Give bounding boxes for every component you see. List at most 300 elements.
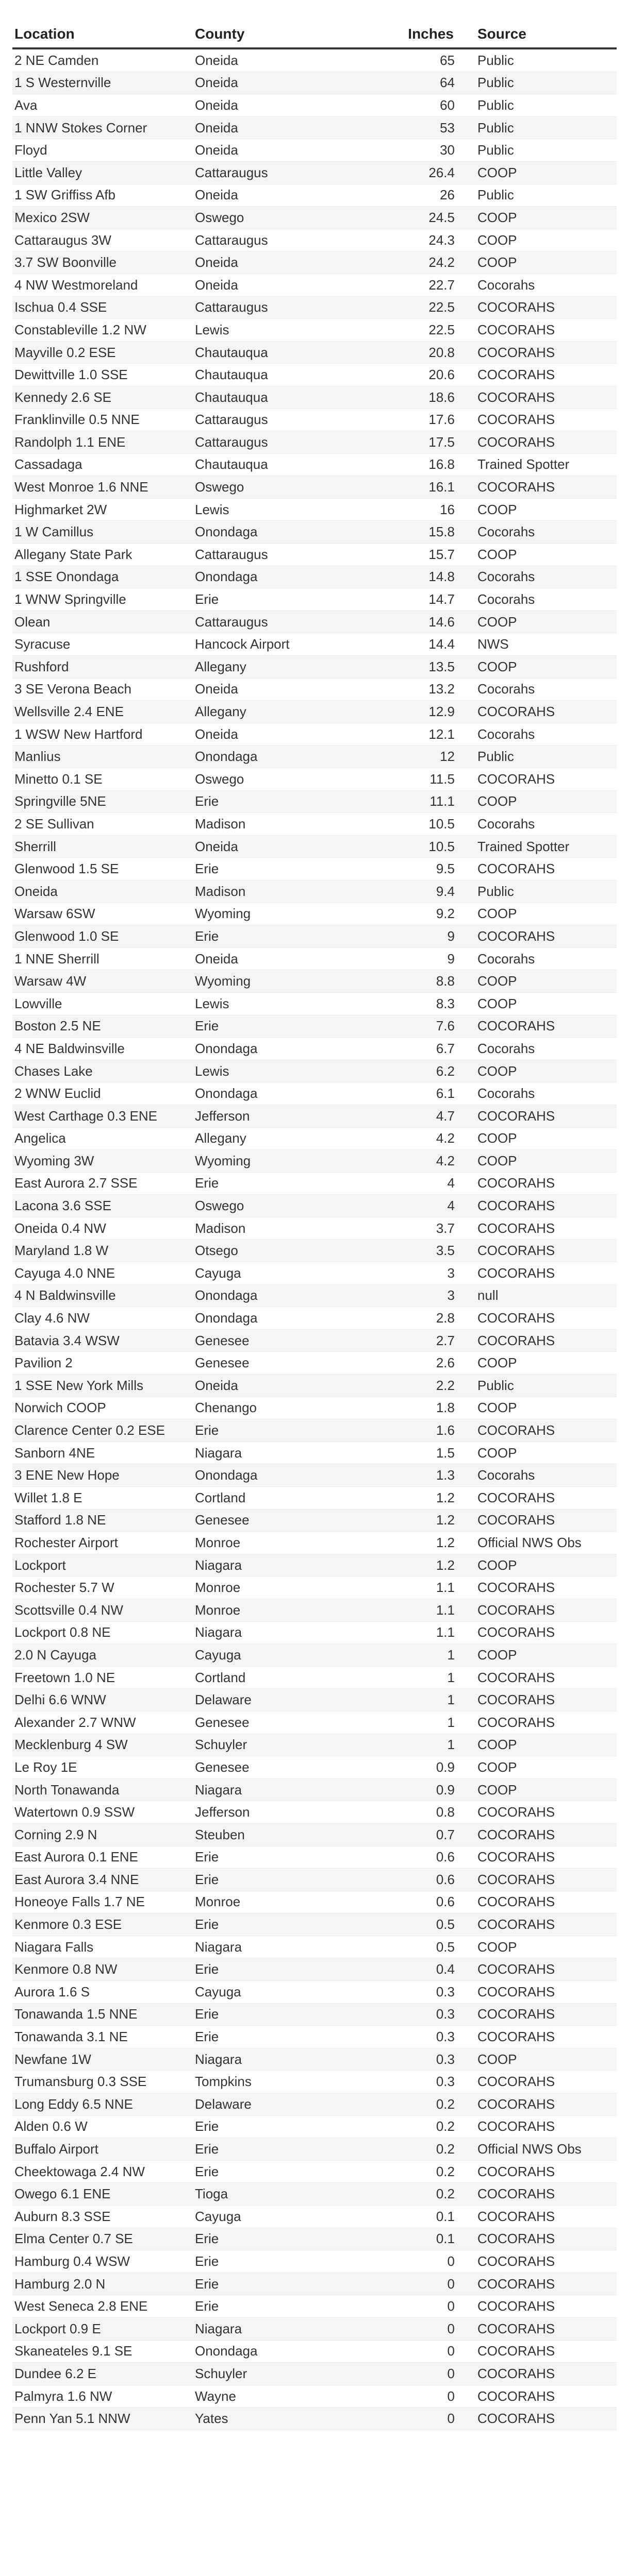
cell-location: Delhi 6.6 WNW — [14, 1692, 106, 1708]
cell-county: Oneida — [195, 120, 238, 135]
table-row — [12, 1532, 617, 1554]
cell-location: West Monroe 1.6 NNE — [14, 479, 148, 495]
cell-inches: 2.2 — [436, 1377, 455, 1393]
table-row — [12, 925, 617, 948]
cell-location: Auburn 8.3 SSE — [14, 2208, 111, 2224]
table-row — [12, 1375, 617, 1397]
cell-inches: 14.8 — [428, 569, 455, 585]
cell-location: Dewittville 1.0 SSE — [14, 367, 128, 383]
cell-source: Cocorahs — [477, 1040, 535, 1056]
cell-inches: 0.1 — [436, 2231, 455, 2247]
cell-inches: 0 — [447, 2388, 455, 2404]
cell-source: COOP — [477, 1355, 517, 1371]
header-county[interactable]: County — [195, 26, 245, 42]
cell-location: Sanborn 4NE — [14, 1445, 95, 1461]
cell-county: Madison — [195, 1220, 246, 1236]
cell-county: Erie — [195, 928, 219, 944]
cell-source: COCORAHS — [477, 1332, 555, 1348]
cell-source: COOP — [477, 973, 517, 989]
cell-inches: 65 — [440, 52, 455, 68]
cell-inches: 0.3 — [436, 1984, 455, 1999]
cell-location: Corning 2.9 N — [14, 1826, 97, 1842]
table-row — [12, 2026, 617, 2048]
cell-county: Onondaga — [195, 524, 258, 540]
cell-source: COOP — [477, 614, 517, 630]
cell-location: Ava — [14, 97, 38, 113]
cell-source: COOP — [477, 1153, 517, 1168]
cell-inches: 9 — [447, 951, 455, 967]
cell-inches: 0.3 — [436, 2074, 455, 2090]
table-row — [12, 1173, 617, 1195]
cell-inches: 26 — [440, 187, 455, 203]
cell-inches: 0.9 — [436, 1759, 455, 1775]
table-row — [12, 2206, 617, 2228]
cell-source: COCORAHS — [477, 2343, 555, 2359]
table-row — [12, 993, 617, 1015]
table-row — [12, 1869, 617, 1891]
table-row — [12, 1442, 617, 1465]
cell-county: Cayuga — [195, 1647, 241, 1663]
cell-location: Palmyra 1.6 NW — [14, 2388, 112, 2404]
cell-inches: 1 — [447, 1737, 455, 1753]
table-row — [12, 1644, 617, 1667]
cell-county: Cattaraugus — [195, 434, 268, 450]
cell-location: Springville 5NE — [14, 793, 106, 809]
cell-source: Trained Spotter — [477, 838, 570, 854]
cell-source: COCORAHS — [477, 1961, 555, 1977]
table-body — [12, 49, 617, 2430]
cell-location: 2 NE Camden — [14, 52, 99, 68]
cell-source: COCORAHS — [477, 1984, 555, 1999]
cell-county: Onondaga — [195, 1310, 258, 1326]
cell-source: Official NWS Obs — [477, 1534, 582, 1550]
table-row — [12, 1599, 617, 1622]
cell-location: Penn Yan 5.1 NNW — [14, 2411, 130, 2427]
table-row — [12, 2071, 617, 2093]
cell-county: Yates — [195, 2411, 228, 2427]
cell-source: COOP — [477, 1400, 517, 1416]
cell-source: COCORAHS — [477, 1669, 555, 1685]
cell-source: Public — [477, 749, 514, 765]
cell-county: Monroe — [195, 1534, 241, 1550]
cell-source: COCORAHS — [477, 1849, 555, 1865]
cell-county: Oneida — [195, 97, 238, 113]
cell-inches: 7.6 — [436, 1018, 455, 1034]
cell-location: Angelica — [14, 1130, 66, 1146]
cell-source: COOP — [477, 164, 517, 180]
cell-county: Jefferson — [195, 1804, 250, 1820]
cell-location: Alden 0.6 W — [14, 2119, 88, 2134]
cell-location: Ischua 0.4 SSE — [14, 299, 107, 315]
cell-location: Mexico 2SW — [14, 209, 90, 225]
cell-inches: 3.5 — [436, 1243, 455, 1259]
table-row — [12, 1419, 617, 1442]
cell-location: Clarence Center 0.2 ESE — [14, 1422, 165, 1438]
cell-source: COOP — [477, 1939, 517, 1955]
cell-source: COCORAHS — [477, 2276, 555, 2292]
cell-inches: 0.2 — [436, 2096, 455, 2112]
cell-inches: 1 — [447, 1647, 455, 1663]
table-row — [12, 1554, 617, 1577]
cell-inches: 1.3 — [436, 1467, 455, 1483]
cell-inches: 0.2 — [436, 2119, 455, 2134]
cell-inches: 1 — [447, 1692, 455, 1708]
cell-location: Alexander 2.7 WNW — [14, 1714, 136, 1730]
header-location[interactable]: Location — [14, 26, 75, 42]
table-row — [12, 611, 617, 634]
table-row — [12, 544, 617, 566]
cell-source: COCORAHS — [477, 1624, 555, 1640]
cell-county: Wyoming — [195, 1153, 251, 1168]
cell-inches: 20.8 — [428, 344, 455, 360]
snowfall-table — [12, 14, 617, 2430]
cell-location: East Aurora 2.7 SSE — [14, 1175, 138, 1191]
cell-source: COCORAHS — [477, 2119, 555, 2134]
cell-inches: 0.6 — [436, 1849, 455, 1865]
cell-source: COCORAHS — [477, 2096, 555, 2112]
cell-county: Onondaga — [195, 569, 258, 585]
cell-location: Niagara Falls — [14, 1939, 94, 1955]
cell-inches: 24.5 — [428, 209, 455, 225]
cell-location: Cattaraugus 3W — [14, 232, 111, 248]
cell-county: Niagara — [195, 2051, 242, 2067]
cell-county: Oneida — [195, 52, 238, 68]
cell-source: COCORAHS — [477, 2029, 555, 2045]
cell-source: COCORAHS — [477, 1714, 555, 1730]
table-row — [12, 656, 617, 679]
cell-source: COCORAHS — [477, 2253, 555, 2269]
table-row — [12, 566, 617, 589]
table-row — [12, 94, 617, 117]
cell-source: COCORAHS — [477, 2208, 555, 2224]
cell-county: Cattaraugus — [195, 164, 268, 180]
cell-inches: 11.5 — [429, 771, 455, 787]
table-row — [12, 1577, 617, 1599]
cell-source: COOP — [477, 793, 517, 809]
cell-inches: 53 — [440, 120, 455, 135]
cell-inches: 1.1 — [436, 1624, 455, 1640]
cell-inches: 24.3 — [428, 232, 455, 248]
table-row — [12, 2318, 617, 2341]
cell-county: Cattaraugus — [195, 614, 268, 630]
cell-location: 3 SE Verona Beach — [14, 681, 131, 697]
cell-inches: 4.2 — [436, 1130, 455, 1146]
cell-county: Oneida — [195, 681, 238, 697]
cell-inches: 13.2 — [428, 681, 455, 697]
cell-location: 1 WSW New Hartford — [14, 726, 143, 742]
cell-location: Watertown 0.9 SSW — [14, 1804, 135, 1820]
cell-county: Erie — [195, 793, 219, 809]
cell-county: Onondaga — [195, 1467, 258, 1483]
cell-inches: 3 — [447, 1265, 455, 1281]
cell-inches: 0.3 — [436, 2051, 455, 2067]
cell-location: Long Eddy 6.5 NNE — [14, 2096, 133, 2112]
cell-inches: 2.8 — [436, 1310, 455, 1326]
cell-inches: 24.2 — [428, 255, 455, 270]
table-row — [12, 2161, 617, 2183]
table-row — [12, 409, 617, 432]
cell-location: Cassadaga — [14, 456, 82, 472]
cell-inches: 17.5 — [428, 434, 455, 450]
cell-location: Pavilion 2 — [14, 1355, 73, 1371]
cell-county: Erie — [195, 1849, 219, 1865]
table-row — [12, 1262, 617, 1285]
cell-location: 1 WNW Springville — [14, 591, 126, 607]
cell-location: Tonawanda 3.1 NE — [14, 2029, 128, 2045]
cell-inches: 1.8 — [436, 1400, 455, 1416]
cell-county: Oneida — [195, 187, 238, 203]
table-row — [12, 1734, 617, 1757]
cell-inches: 10.5 — [428, 838, 455, 854]
cell-county: Allegany — [195, 1130, 246, 1146]
table-row — [12, 2341, 617, 2363]
cell-location: Willet 1.8 E — [14, 1489, 82, 1505]
cell-source: COCORAHS — [477, 1602, 555, 1618]
cell-location: Buffalo Airport — [14, 2141, 98, 2157]
cell-source: Cocorahs — [477, 569, 535, 585]
cell-location: Kennedy 2.6 SE — [14, 389, 111, 405]
table-row — [12, 2138, 617, 2161]
cell-county: Chautauqua — [195, 456, 268, 472]
cell-inches: 12.9 — [428, 704, 455, 720]
header-inches[interactable]: Inches — [408, 26, 454, 42]
cell-location: 4 NE Baldwinsville — [14, 1040, 125, 1056]
cell-county: Oswego — [195, 771, 244, 787]
cell-source: COCORAHS — [477, 2186, 555, 2202]
cell-location: 1 SSE New York Mills — [14, 1377, 143, 1393]
cell-county: Erie — [195, 2163, 219, 2179]
cell-county: Cattaraugus — [195, 299, 268, 315]
table-row — [12, 2228, 617, 2251]
table-row — [12, 1397, 617, 1420]
table-row — [12, 49, 617, 72]
cell-county: Erie — [195, 2276, 219, 2292]
cell-source: Public — [477, 1377, 514, 1393]
table-row — [12, 880, 617, 903]
cell-location: Highmarket 2W — [14, 501, 107, 517]
table-row — [12, 1801, 617, 1824]
cell-inches: 15.7 — [428, 546, 455, 562]
table-row — [12, 2250, 617, 2273]
cell-inches: 0 — [447, 2276, 455, 2292]
cell-source: COOP — [477, 2051, 517, 2067]
cell-county: Genesee — [195, 1759, 250, 1775]
cell-inches: 9 — [447, 928, 455, 944]
cell-county: Erie — [195, 2231, 219, 2247]
cell-location: Oneida — [14, 883, 58, 899]
table-row — [12, 2093, 617, 2116]
cell-source: COOP — [477, 1063, 517, 1079]
cell-inches: 8.8 — [436, 973, 455, 989]
cell-location: Kenmore 0.3 ESE — [14, 1917, 122, 1933]
cell-county: Delaware — [195, 2096, 252, 2112]
cell-inches: 4 — [447, 1198, 455, 1214]
cell-source: COCORAHS — [477, 861, 555, 877]
cell-county: Erie — [195, 1871, 219, 1887]
table-row — [12, 1352, 617, 1375]
cell-location: Elma Center 0.7 SE — [14, 2231, 133, 2247]
cell-county: Madison — [195, 816, 246, 832]
table-row — [12, 1285, 617, 1308]
cell-location: Cheektowaga 2.4 NW — [14, 2163, 145, 2179]
table-row — [12, 1913, 617, 1936]
cell-location: 1 NNW Stokes Corner — [14, 120, 147, 135]
table-row — [12, 1307, 617, 1330]
cell-location: 4 NW Westmoreland — [14, 277, 138, 293]
table-row — [12, 207, 617, 229]
table-row — [12, 2273, 617, 2296]
table-row — [12, 588, 617, 611]
cell-location: Mayville 0.2 ESE — [14, 344, 116, 360]
cell-source: COCORAHS — [477, 1198, 555, 1214]
header-source[interactable]: Source — [477, 26, 526, 42]
cell-source: COCORAHS — [477, 344, 555, 360]
cell-source: Cocorahs — [477, 726, 535, 742]
cell-county: Cayuga — [195, 1265, 241, 1281]
cell-source: COCORAHS — [477, 2231, 555, 2247]
cell-location: 3 ENE New Hope — [14, 1467, 120, 1483]
cell-source: Cocorahs — [477, 681, 535, 697]
cell-source: COCORAHS — [477, 1220, 555, 1236]
cell-inches: 0.3 — [436, 2029, 455, 2045]
cell-location: Hamburg 2.0 N — [14, 2276, 106, 2292]
cell-county: Chenango — [195, 1400, 257, 1416]
cell-location: Franklinville 0.5 NNE — [14, 412, 140, 428]
cell-county: Erie — [195, 1917, 219, 1933]
cell-source: COCORAHS — [477, 2006, 555, 2022]
cell-inches: 0.9 — [436, 1782, 455, 1798]
table-row — [12, 723, 617, 746]
cell-source: Public — [477, 75, 514, 91]
cell-location: Rochester Airport — [14, 1534, 118, 1550]
cell-source: Public — [477, 883, 514, 899]
table-row — [12, 903, 617, 926]
cell-county: Cayuga — [195, 1984, 241, 1999]
table-row — [12, 499, 617, 521]
cell-location: Lockport 0.9 E — [14, 2320, 101, 2336]
table-row — [12, 1195, 617, 1217]
cell-source: Public — [477, 187, 514, 203]
table-row — [12, 2408, 617, 2430]
cell-source: COCORAHS — [477, 1108, 555, 1124]
cell-source: COCORAHS — [477, 2074, 555, 2090]
cell-source: COCORAHS — [477, 771, 555, 787]
cell-county: Erie — [195, 2298, 219, 2314]
cell-location: Clay 4.6 NW — [14, 1310, 90, 1326]
table-row — [12, 791, 617, 814]
cell-location: Stafford 1.8 NE — [14, 1512, 106, 1528]
cell-location: Warsaw 4W — [14, 973, 87, 989]
cell-source: COCORAHS — [477, 1310, 555, 1326]
cell-inches: 0.1 — [436, 2208, 455, 2224]
cell-inches: 3 — [447, 1287, 455, 1303]
cell-location: Chases Lake — [14, 1063, 93, 1079]
cell-source: Cocorahs — [477, 277, 535, 293]
cell-inches: 10.5 — [428, 816, 455, 832]
cell-inches: 0.4 — [436, 1961, 455, 1977]
cell-inches: 9.4 — [436, 883, 455, 899]
cell-location: 1 SSE Onondaga — [14, 569, 119, 585]
cell-inches: 14.6 — [428, 614, 455, 630]
cell-county: Allegany — [195, 658, 246, 674]
cell-source: Trained Spotter — [477, 456, 570, 472]
cell-county: Erie — [195, 2119, 219, 2134]
table-row — [12, 386, 617, 409]
cell-inches: 0.7 — [436, 1826, 455, 1842]
cell-county: Niagara — [195, 2320, 242, 2336]
table-row — [12, 162, 617, 184]
cell-inches: 22.5 — [428, 299, 455, 315]
cell-location: Randolph 1.1 ENE — [14, 434, 126, 450]
table-row — [12, 2295, 617, 2318]
cell-source: COCORAHS — [477, 2298, 555, 2314]
table-row — [12, 251, 617, 274]
cell-source: Cocorahs — [477, 1467, 535, 1483]
cell-inches: 9.2 — [436, 906, 455, 922]
table-row — [12, 1846, 617, 1869]
cell-inches: 1.2 — [436, 1557, 455, 1573]
cell-source: COCORAHS — [477, 1018, 555, 1034]
cell-county: Oneida — [195, 142, 238, 158]
cell-county: Madison — [195, 883, 246, 899]
cell-source: COOP — [477, 906, 517, 922]
cell-source: COOP — [477, 232, 517, 248]
cell-location: Little Valley — [14, 164, 82, 180]
table-row — [12, 633, 617, 656]
cell-source: COCORAHS — [477, 2411, 555, 2427]
cell-location: Lockport 0.8 NE — [14, 1624, 111, 1640]
cell-county: Cattaraugus — [195, 546, 268, 562]
cell-county: Allegany — [195, 704, 246, 720]
cell-inches: 2.7 — [436, 1332, 455, 1348]
table-row — [12, 521, 617, 544]
cell-location: 1 NNE Sherrill — [14, 951, 100, 967]
cell-county: Erie — [195, 1422, 219, 1438]
cell-county: Monroe — [195, 1602, 241, 1618]
cell-inches: 14.4 — [428, 636, 455, 652]
cell-county: Cayuga — [195, 2208, 241, 2224]
table-row — [12, 1622, 617, 1645]
cell-source: COCORAHS — [477, 479, 555, 495]
cell-inches: 6.1 — [436, 1086, 455, 1101]
cell-county: Chautauqua — [195, 389, 268, 405]
cell-county: Hancock Airport — [195, 636, 290, 652]
cell-location: Cayuga 4.0 NNE — [14, 1265, 115, 1281]
cell-location: Syracuse — [14, 636, 71, 652]
cell-source: COCORAHS — [477, 1489, 555, 1505]
table-row — [12, 858, 617, 880]
cell-county: Cattaraugus — [195, 412, 268, 428]
cell-source: Cocorahs — [477, 524, 535, 540]
cell-inches: 2.6 — [436, 1355, 455, 1371]
cell-inches: 26.4 — [428, 164, 455, 180]
cell-inches: 9.5 — [436, 861, 455, 877]
table-row — [12, 1779, 617, 1802]
cell-source: COCORAHS — [477, 434, 555, 450]
cell-county: Chautauqua — [195, 367, 268, 383]
cell-county: Lewis — [195, 501, 229, 517]
cell-location: East Aurora 0.1 ENE — [14, 1849, 138, 1865]
cell-inches: 4.2 — [436, 1153, 455, 1168]
cell-county: Genesee — [195, 1512, 250, 1528]
cell-county: Oneida — [195, 255, 238, 270]
cell-inches: 1.6 — [436, 1422, 455, 1438]
cell-inches: 22.5 — [428, 321, 455, 337]
cell-county: Oneida — [195, 951, 238, 967]
cell-location: Rushford — [14, 658, 69, 674]
cell-county: Onondaga — [195, 749, 258, 765]
cell-source: COCORAHS — [477, 1917, 555, 1933]
